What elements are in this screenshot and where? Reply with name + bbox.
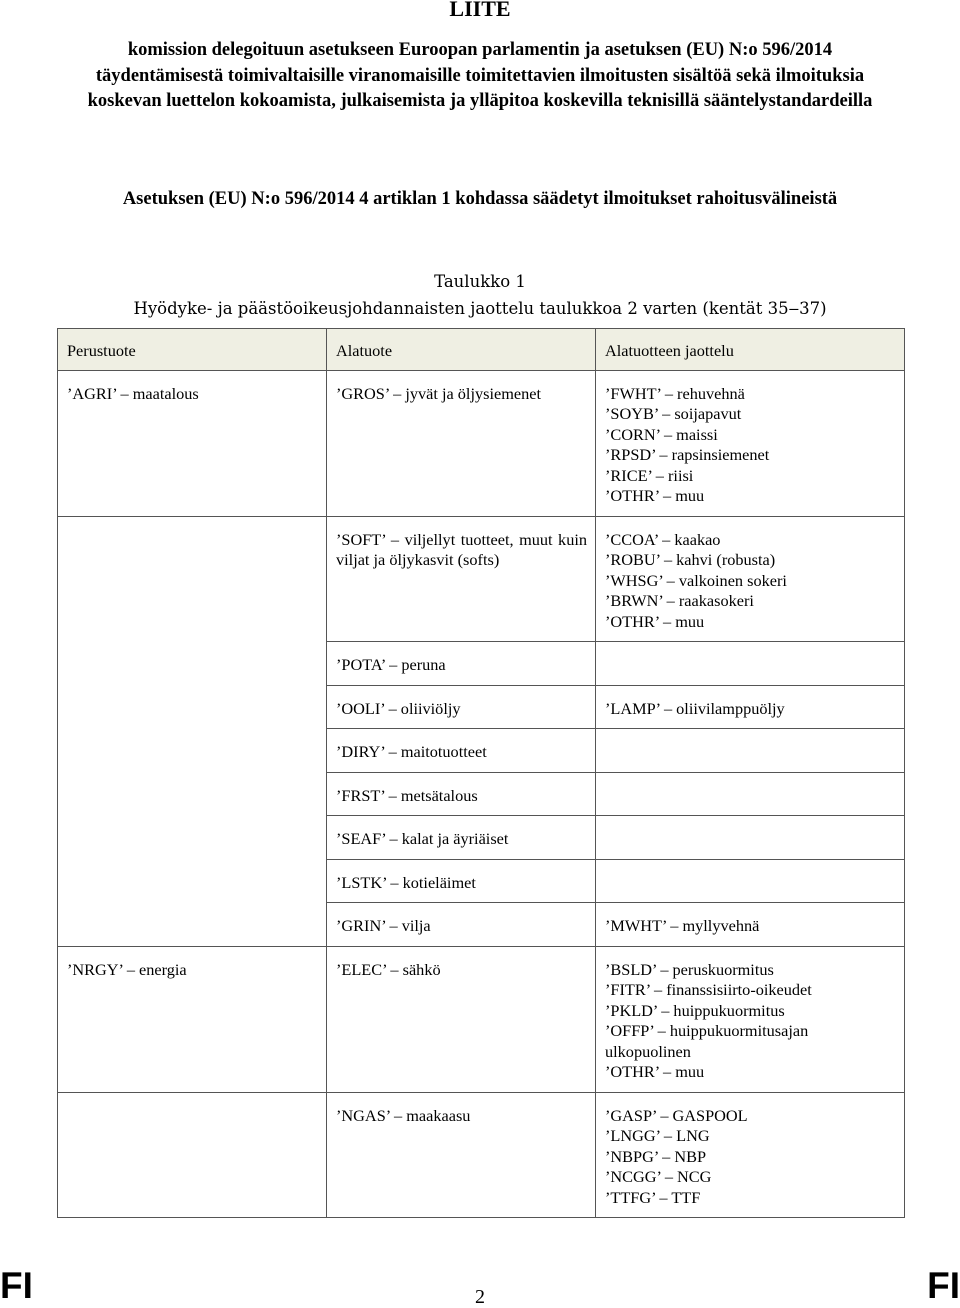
- breakdown-cell: [596, 516, 905, 642]
- sub-product-cell: [327, 816, 596, 860]
- table-row: [58, 816, 905, 860]
- sub-product-cell: [327, 729, 596, 773]
- header-sub-product: Alatuote: [327, 329, 596, 371]
- breakdown-item: ’RPSD’ ‒ rapsinsiemenet: [605, 445, 770, 464]
- sub-product-lstk: ’LSTK’ ‒ kotieläimet: [336, 872, 476, 892]
- breakdown-item: ’ROBU’ ‒ kahvi (robusta): [605, 550, 776, 569]
- sub-product-ngas: ’NGAS’ ‒ maakaasu: [336, 1105, 471, 1125]
- section-heading: Asetuksen (EU) N:o 596/2014 4 artiklan 1 kohdassa säädetyt ilmoitukset rahoitusvälineistä: [122, 189, 838, 209]
- header-base-product: Perustuote: [58, 329, 327, 371]
- sub-product-frst: ’FRST’ ‒ metsätalous: [336, 785, 478, 805]
- table-row: [58, 1092, 905, 1218]
- sub-product-cell: [327, 1092, 596, 1218]
- base-product-cell: [58, 729, 327, 773]
- breakdown-item: ’NBPG’ ‒ NBP: [605, 1146, 707, 1166]
- breakdown-item: ’PKLD’ ‒ huippukuormitus: [605, 1000, 785, 1020]
- sub-product-cell: [327, 642, 596, 686]
- breakdown-item: ’MWHT’ ‒ myllyvehnä: [605, 916, 760, 935]
- sub-product-cell: [327, 946, 596, 1092]
- table-row: [58, 772, 905, 816]
- breakdown-item: ’RICE’ ‒ riisi: [605, 465, 694, 485]
- sub-product-cell: [327, 903, 596, 947]
- table-row: [58, 642, 905, 686]
- footer-language-right: FI: [927, 1265, 960, 1306]
- base-product-cell: [58, 903, 327, 947]
- sub-product-cell: [327, 370, 596, 516]
- base-product-nrgy: ’NRGY’ ‒ energia: [67, 959, 187, 979]
- breakdown-item: ’WHSG’ ‒ valkoinen sokeri: [605, 570, 787, 590]
- base-product-cell: [58, 516, 327, 642]
- breakdown-item: ’FWHT’ ‒ rehuvehnä: [605, 383, 745, 403]
- footer-language-left: FI: [0, 1265, 33, 1306]
- base-product-cell: [58, 772, 327, 816]
- annex-title: LIITE: [449, 0, 511, 21]
- base-product-cell: [58, 642, 327, 686]
- table-row: [58, 729, 905, 773]
- breakdown-cell: [596, 685, 905, 729]
- sub-product-elec: ’ELEC’ ‒ sähkö: [336, 959, 441, 979]
- table-title: Hyödyke- ja päästöoikeusjohdannaisten jaottelu taulukkoa 2 varten (kentät 35‒37): [133, 299, 827, 318]
- base-product-cell: [58, 816, 327, 860]
- base-product-cell: [58, 685, 327, 729]
- breakdown-item: ’NCGG’ ‒ NCG: [605, 1167, 712, 1186]
- breakdown-item: ’BRWN’ ‒ raakasokeri: [605, 591, 754, 610]
- breakdown-item: ’OFFP’ ‒ huippukuormitusajan ulkopuolinen: [605, 1021, 809, 1061]
- breakdown-item: ’LAMP’ ‒ oliivilamppuöljy: [605, 698, 785, 718]
- commodity-table: [57, 328, 905, 1218]
- breakdown-cell: [596, 642, 905, 686]
- sub-product-ooli: ’OOLI’ ‒ oliiviöljy: [336, 698, 461, 718]
- sub-product-seaf: ’SEAF’ ‒ kalat ja äyriäiset: [336, 829, 509, 848]
- table-caption: [40, 268, 920, 322]
- breakdown-cell: [596, 859, 905, 903]
- breakdown-cell: [596, 370, 905, 516]
- breakdown-item: ’OTHR’ ‒ muu: [605, 1062, 705, 1081]
- base-product-cell: [58, 946, 327, 1092]
- page-number: 2: [475, 1286, 485, 1308]
- table-row: [58, 859, 905, 903]
- sub-product-cell: [327, 516, 596, 642]
- table-row: [58, 370, 905, 516]
- table-header-row: [58, 329, 905, 371]
- table-row: [58, 516, 905, 642]
- breakdown-cell: [596, 772, 905, 816]
- header-sub-product-breakdown: Alatuotteen jaottelu: [596, 329, 905, 371]
- breakdown-item: ’LNGG’ ‒ LNG: [605, 1126, 710, 1145]
- breakdown-item: ’BSLD’ ‒ peruskuormitus: [605, 959, 774, 979]
- base-product-cell: [58, 859, 327, 903]
- sub-product-diry: ’DIRY’ ‒ maitotuotteet: [336, 742, 487, 761]
- sub-product-pota: ’POTA’ ‒ peruna: [336, 655, 446, 674]
- breakdown-item: ’OTHR’ ‒ muu: [605, 611, 705, 631]
- breakdown-item: ’CCOA’ ‒ kaakao: [605, 529, 721, 549]
- sub-product-soft: ’SOFT’ ‒ viljellyt tuotteet, muut kuin viljat ja öljykasvit (softs): [336, 529, 587, 569]
- table-row: [58, 903, 905, 947]
- breakdown-cell: [596, 1092, 905, 1218]
- breakdown-cell: [596, 946, 905, 1092]
- sub-product-cell: [327, 859, 596, 903]
- breakdown-cell: [596, 816, 905, 860]
- table-row: [58, 946, 905, 1092]
- base-product-agri: ’AGRI’ ‒ maatalous: [67, 383, 199, 403]
- annex-heading: komission delegoituun asetukseen Euroopan parlamentin ja asetuksen (EU) N:o 596/2014 täydentämisestä toimivaltaisille viranomaisille toimitettavien ilmoitusten sisältöä sekä ilmoituksia koskevan luettelon kokoamista, julkaisemista ja ylläpitoa koskevilla teknisillä sääntelystandardeilla: [87, 40, 873, 111]
- breakdown-item: ’CORN’ ‒ maissi: [605, 424, 718, 444]
- sub-product-grin: ’GRIN’ ‒ vilja: [336, 916, 431, 935]
- sub-product-cell: [327, 685, 596, 729]
- breakdown-item: ’SOYB’ ‒ soijapavut: [605, 404, 742, 423]
- sub-product-gros: ’GROS’ ‒ jyvät ja öljysiemenet: [336, 383, 541, 403]
- breakdown-cell: [596, 729, 905, 773]
- table-number: Taulukko 1: [434, 272, 526, 291]
- breakdown-item: ’GASP’ ‒ GASPOOL: [605, 1105, 748, 1125]
- sub-product-cell: [327, 772, 596, 816]
- table-row: [58, 685, 905, 729]
- breakdown-item: ’TTFG’ ‒ TTF: [605, 1187, 701, 1207]
- breakdown-item: ’OTHR’ ‒ muu: [605, 486, 705, 505]
- breakdown-item: ’FITR’ ‒ finanssisiirto-oikeudet: [605, 980, 812, 999]
- breakdown-cell: [596, 903, 905, 947]
- base-product-cell: [58, 370, 327, 516]
- base-product-cell: [58, 1092, 327, 1218]
